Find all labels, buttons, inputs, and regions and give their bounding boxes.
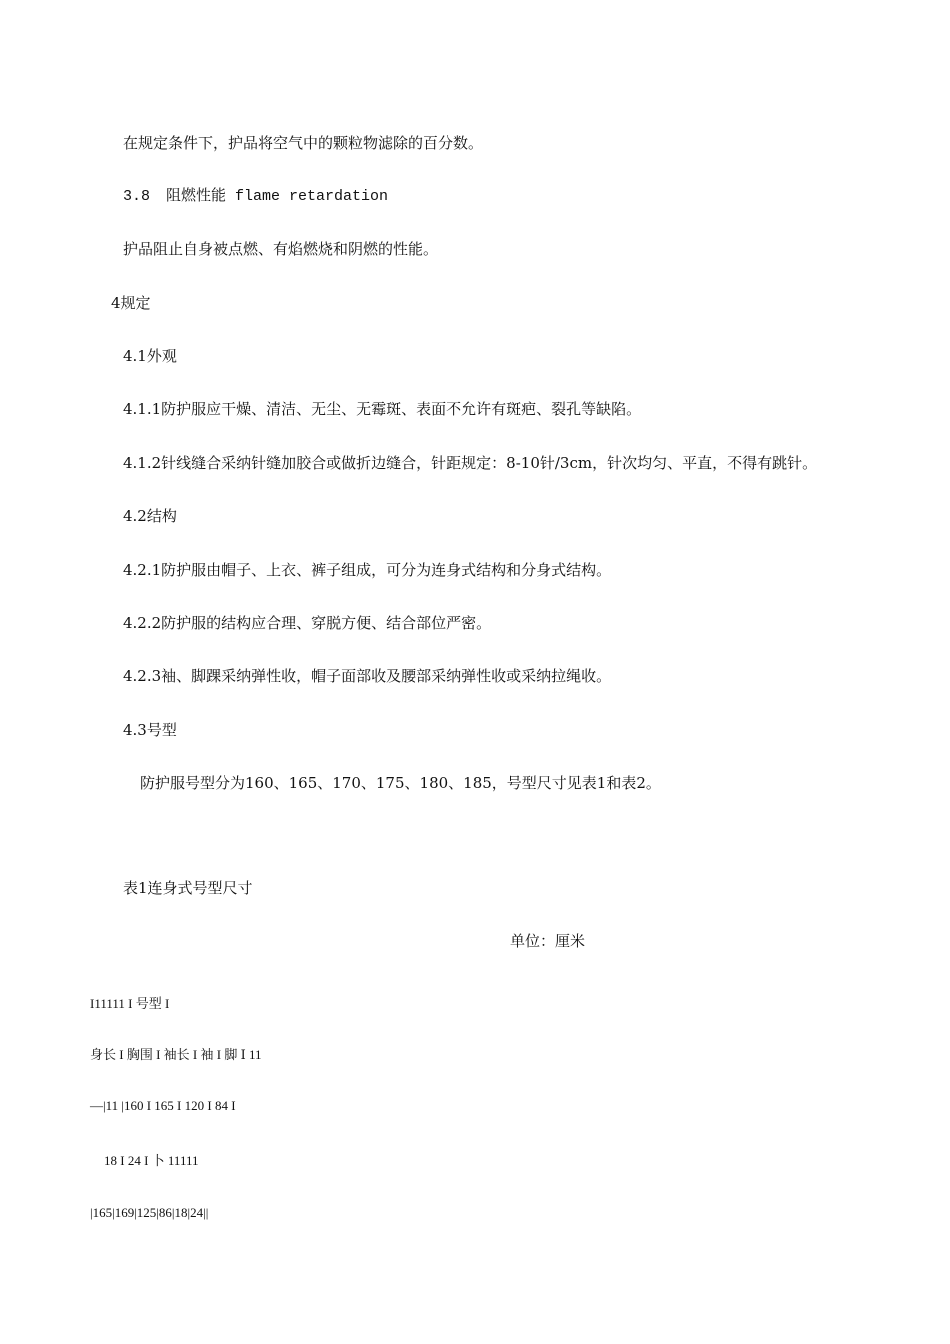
table-row-1: I11111 I 号型 I: [90, 996, 170, 1011]
clause-4-2-3: 4.2.3袖、脚踝采纳弹性收，帽子面部收及腰部采纳弹性收或采纳拉绳收。: [123, 667, 612, 685]
table-unit: 单位：厘米: [510, 932, 586, 950]
section-heading-4: 4规定: [111, 294, 151, 312]
table-row-5: |165|169|125|86|18|24||: [90, 1205, 209, 1220]
section-heading-4-3: 4.3号型: [123, 721, 177, 739]
section-heading-4-2: 4.2结构: [123, 507, 177, 525]
size-designation-paragraph: 防护服号型分为160、165、170、175、180、185，号型尺寸见表1和表2。: [140, 774, 661, 792]
paragraph-filtration-definition: 在规定条件下，护品将空气中的颗粒物滤除的百分数。: [123, 134, 484, 152]
table-row-3: —|11 |160 I 165 I 120 I 84 I: [90, 1098, 236, 1113]
section-heading-4-1: 4.1外观: [123, 347, 177, 365]
clause-4-2-2: 4.2.2防护服的结构应合理、穿脱方便、结合部位严密。: [123, 614, 492, 632]
clause-4-2-1: 4.2.1防护服由帽子、上衣、裤子组成，可分为连身式结构和分身式结构。: [123, 561, 612, 579]
clause-4-1-2: 4.1.2针线缝合采纳针缝加胶合或做折边缝合，针距规定：8-10针/3cm，针次均匀、平直，不得有跳针。: [123, 454, 818, 472]
term-number-3-8: 3.8: [123, 188, 151, 205]
table-row-4: 18 I 24 I 卜 11111: [104, 1153, 199, 1168]
table-row-2: 身长 I 胸围 I 袖长 I 袖 I 脚 Ⅰ 11: [90, 1047, 262, 1062]
table-title: 表1连身式号型尺寸: [123, 879, 253, 897]
clause-4-1-1: 4.1.1防护服应干燥、清洁、无尘、无霉斑、表面不允许有斑疤、裂孔等缺陷。: [123, 400, 642, 418]
term-flame-retardation: 阻燃性能 flame retardation: [166, 188, 389, 205]
paragraph-flame-retardation-definition: 护品阻止自身被点燃、有焰燃烧和阴燃的性能。: [123, 240, 439, 258]
